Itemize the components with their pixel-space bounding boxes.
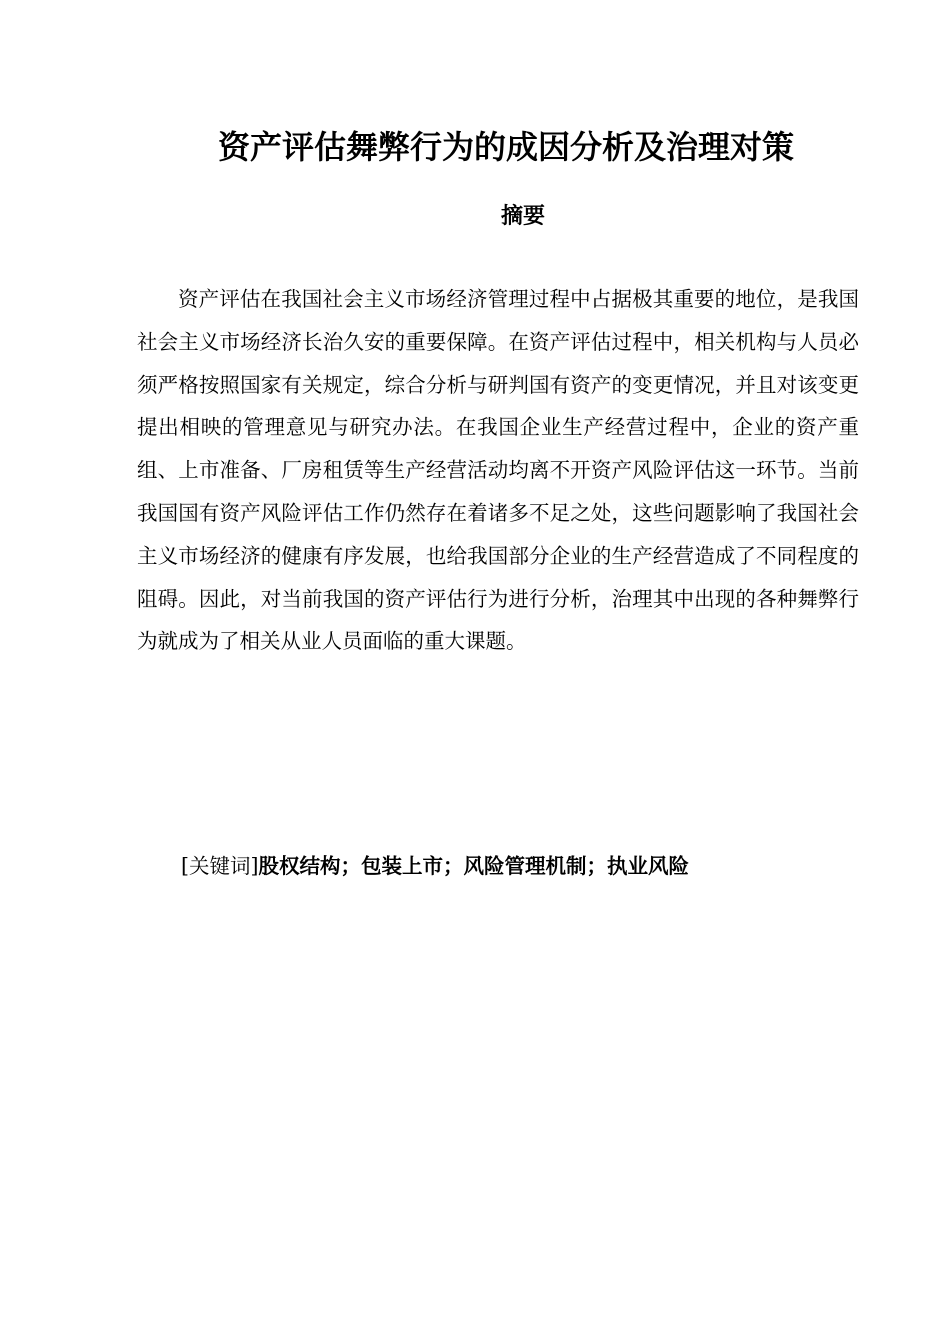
document-title: 资产评估舞弊行为的成因分析及治理对策 (218, 128, 795, 166)
keywords-line (181, 846, 861, 886)
abstract-paragraph: 资产评估在我国社会主义市场经济管理过程中占据极其重要的地位，是我国社会主义市场经济长治久安的重要保障。在资产评估过程中，相关机构与人员必须严格按照国家有关规定，综合分析与研判国有资产的变更情况，并且对该变更提出相映的管理意见与研究办法。在我国企业生产经营过程中，企业的资产重组、上市准备、厂房租赁等生产经营活动均离不开资产风险评估这一环节。当前我国国有资产风险评估工作仍然存在着诸多不足之处，这些问题影响了我国社会主义市场经济的健康有序发展，也给我国部分企业的生产经营造成了不同程度的阻碍。因此，对当前我国的资产评估行为进行分析，治理其中出现的各种舞弊行为就成为了相关从业人员面临的重大课题。 (137, 287, 859, 654)
keywords-terms: 股权结构；包装上市；风险管理机制；执业风险 (258, 854, 689, 878)
abstract-heading: 摘要 (500, 203, 545, 229)
keywords-label: [关键词] (181, 854, 259, 878)
